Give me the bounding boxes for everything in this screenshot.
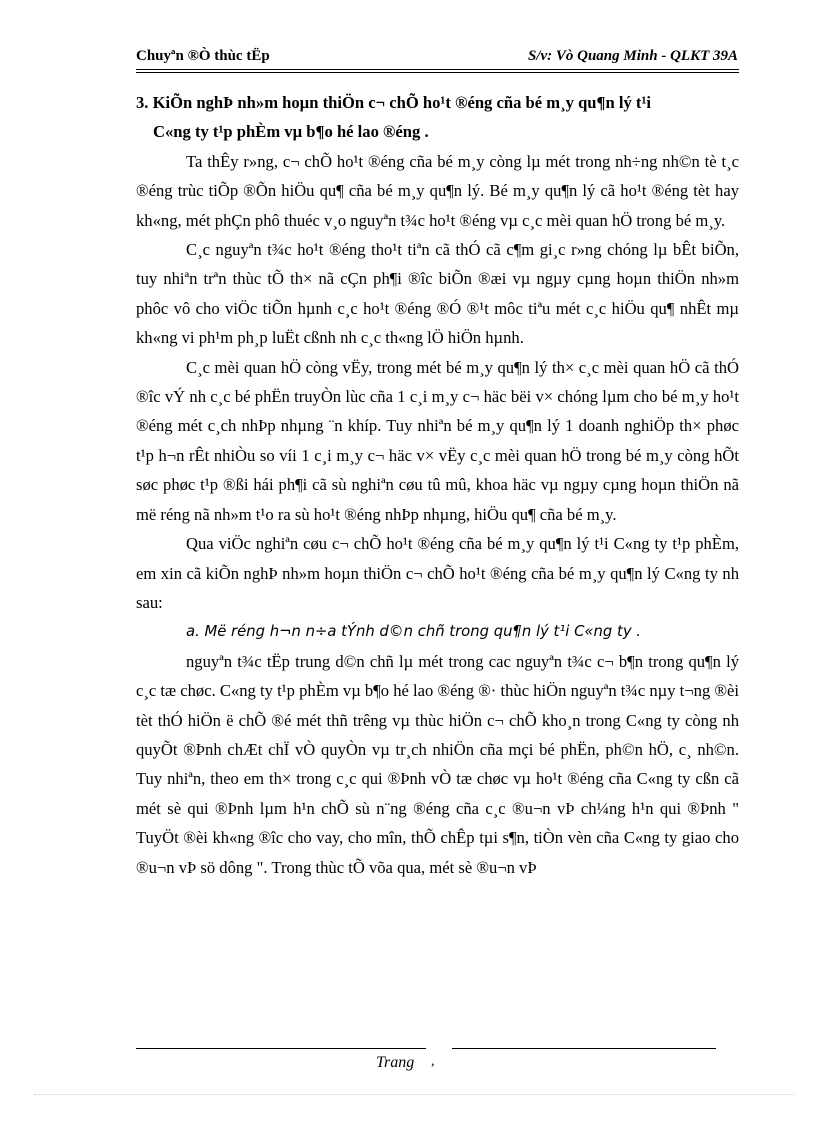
header-left-title: Chuyªn ®Ò thùc tËp	[136, 48, 270, 64]
document-body	[136, 88, 739, 882]
subheading-a: a. Më réng h¬n n÷a tÝnh d©n chñ trong qu¶n lý t¹i C«ng ty .	[186, 623, 641, 641]
section-heading-line-2: C«ng ty t¹p phÈm vµ b¶o hé lao ®éng .	[153, 122, 429, 142]
header-rule	[136, 69, 739, 70]
section-heading	[136, 88, 739, 147]
page-bottom-border	[34, 1094, 794, 1095]
paragraph-3: C¸c mèi quan hÖ còng vËy, trong mét bé m¸y qu¶n lý th× c¸c mèi quan hÖ cã thÓ ®îc vÝ nh c¸c bé phËn truyÒn lùc cña 1 c¸i m¸y c¬ häc bëi v× chóng lµm cho bé m¸y ho¹t ®éng mét c¸ch nhÞp nhµng ¨n khíp. Tuy nhiªn bé m¸y qu¶n lý 1 doanh nghiÖp th× phøc t¹p h¬n rÊt nhiÒu so víi 1 c¸i m¸y c¬ häc v× vËy c¸c mèi quan hÖ trong bé m¸y còng hÕt søc phøc t¹p ®ßi hái ph¶i cã sù nghiªn cøu tû mû, khoa häc vµ ngµy cµng hoµn thiÖn nã më réng nã nh»m t¹o ra sù ho¹t ®éng nhÞp nhµng, hiÖu qu¶ cña bé m¸y.	[136, 357, 739, 524]
header-rule-double	[136, 72, 739, 73]
footer-mark: ,	[431, 1054, 435, 1069]
paragraph-2: C¸c nguyªn t¾c ho¹t ®éng tho¹t tiªn cã thÓ cã c¶m gi¸c r»ng chóng lµ bÊt biÕn, tuy nhiªn trªn thùc tÕ th× nã cÇn ph¶i ®îc biÕn ®æi vµ ngµy cµng hoµn thiÖn nh»m phôc vô cho viÖc tiÕn hµnh c¸c ho¹t ®éng ®Ó ®¹t môc tiªu mét c¸c hiÖu qu¶ nhÊt mµ kh«ng vi ph¹m ph¸p luËt cßnh nh c¸c th«ng lÖ hiÖn hµnh.	[136, 240, 739, 348]
section-heading-line-1: 3. KiÕn nghÞ nh»m hoµn thiÖn c¬ chÕ ho¹t ®éng cña bé m¸y qu¶n lý t¹i	[136, 93, 652, 112]
footer-page-label: Trang	[376, 1054, 415, 1071]
paragraph-4: Qua viÖc nghiªn cøu c¬ chÕ ho¹t ®éng cña bé m¸y qu¶n lý t¹i C«ng ty t¹p phÈm, em xin cã kiÕn nghÞ nh»m hoµn thiÖn c¬ chÕ ho¹t ®éng cña bé m¸y qu¶n lý C«ng ty nh sau:	[136, 534, 739, 612]
paragraph-1: Ta thÊy r»ng, c¬ chÕ ho¹t ®éng cña bé m¸y còng lµ mét trong nh÷ng nh©n tè t¸c ®éng trùc tiÕp ®Õn hiÖu qu¶ cña bé m¸y qu¶n lý. Bé m¸y qu¶n lý cã ho¹t ®éng tèt hay kh«ng, mét phÇn phô thuéc v¸o nguyªn t¾c ho¹t ®éng vµ c¸c mèi quan hÖ trong bé m¸y.	[136, 151, 739, 230]
footer-rule-right	[452, 1048, 716, 1049]
footer-rule-left	[136, 1048, 426, 1049]
paragraph-5: nguyªn t¾c tËp trung d©n chñ lµ mét trong cac nguyªn t¾c c¬ b¶n trong qu¶n lý c¸c tæ chøc. C«ng ty t¹p phÈm vµ b¶o hé lao ®éng ®· thùc hiÖn nguyªn t¾c nµy t¬ng ®èi tèt thÓ hiÖn ë chÕ ®é mét thñ trêng vµ thùc hiÖn c¬ chÕ kho¸n trong C«ng ty còng nh quyÕt ®Þnh chÆt chÏ vÒ quyÒn vµ tr¸ch nhiÖn cña mçi bé phËn, ph©n hÖ, c¸ nh©n. Tuy nhiªn, theo em th× trong c¸c qui ®Þnh vÒ tæ chøc vµ ho¹t ®éng cña C«ng ty cßn cã mét sè qui ®Þnh lµm h¹n chÕ sù n¨ng ®éng cña c¸c ®u¬n vÞ ch¼ng h¹n qui ®Þnh " TuyÖt ®èi kh«ng ®îc cho vay, cho mîn, thÕ chÊp tµi s¶n, tiÒn vèn cña C«ng ty giao cho ®u¬n vÞ sö dông ". Trong thùc tÕ võa qua, mét sè ®u¬n vÞ	[136, 651, 739, 877]
header-right-author: S/v: Vò Quang Minh - QLKT 39A	[527, 48, 738, 64]
